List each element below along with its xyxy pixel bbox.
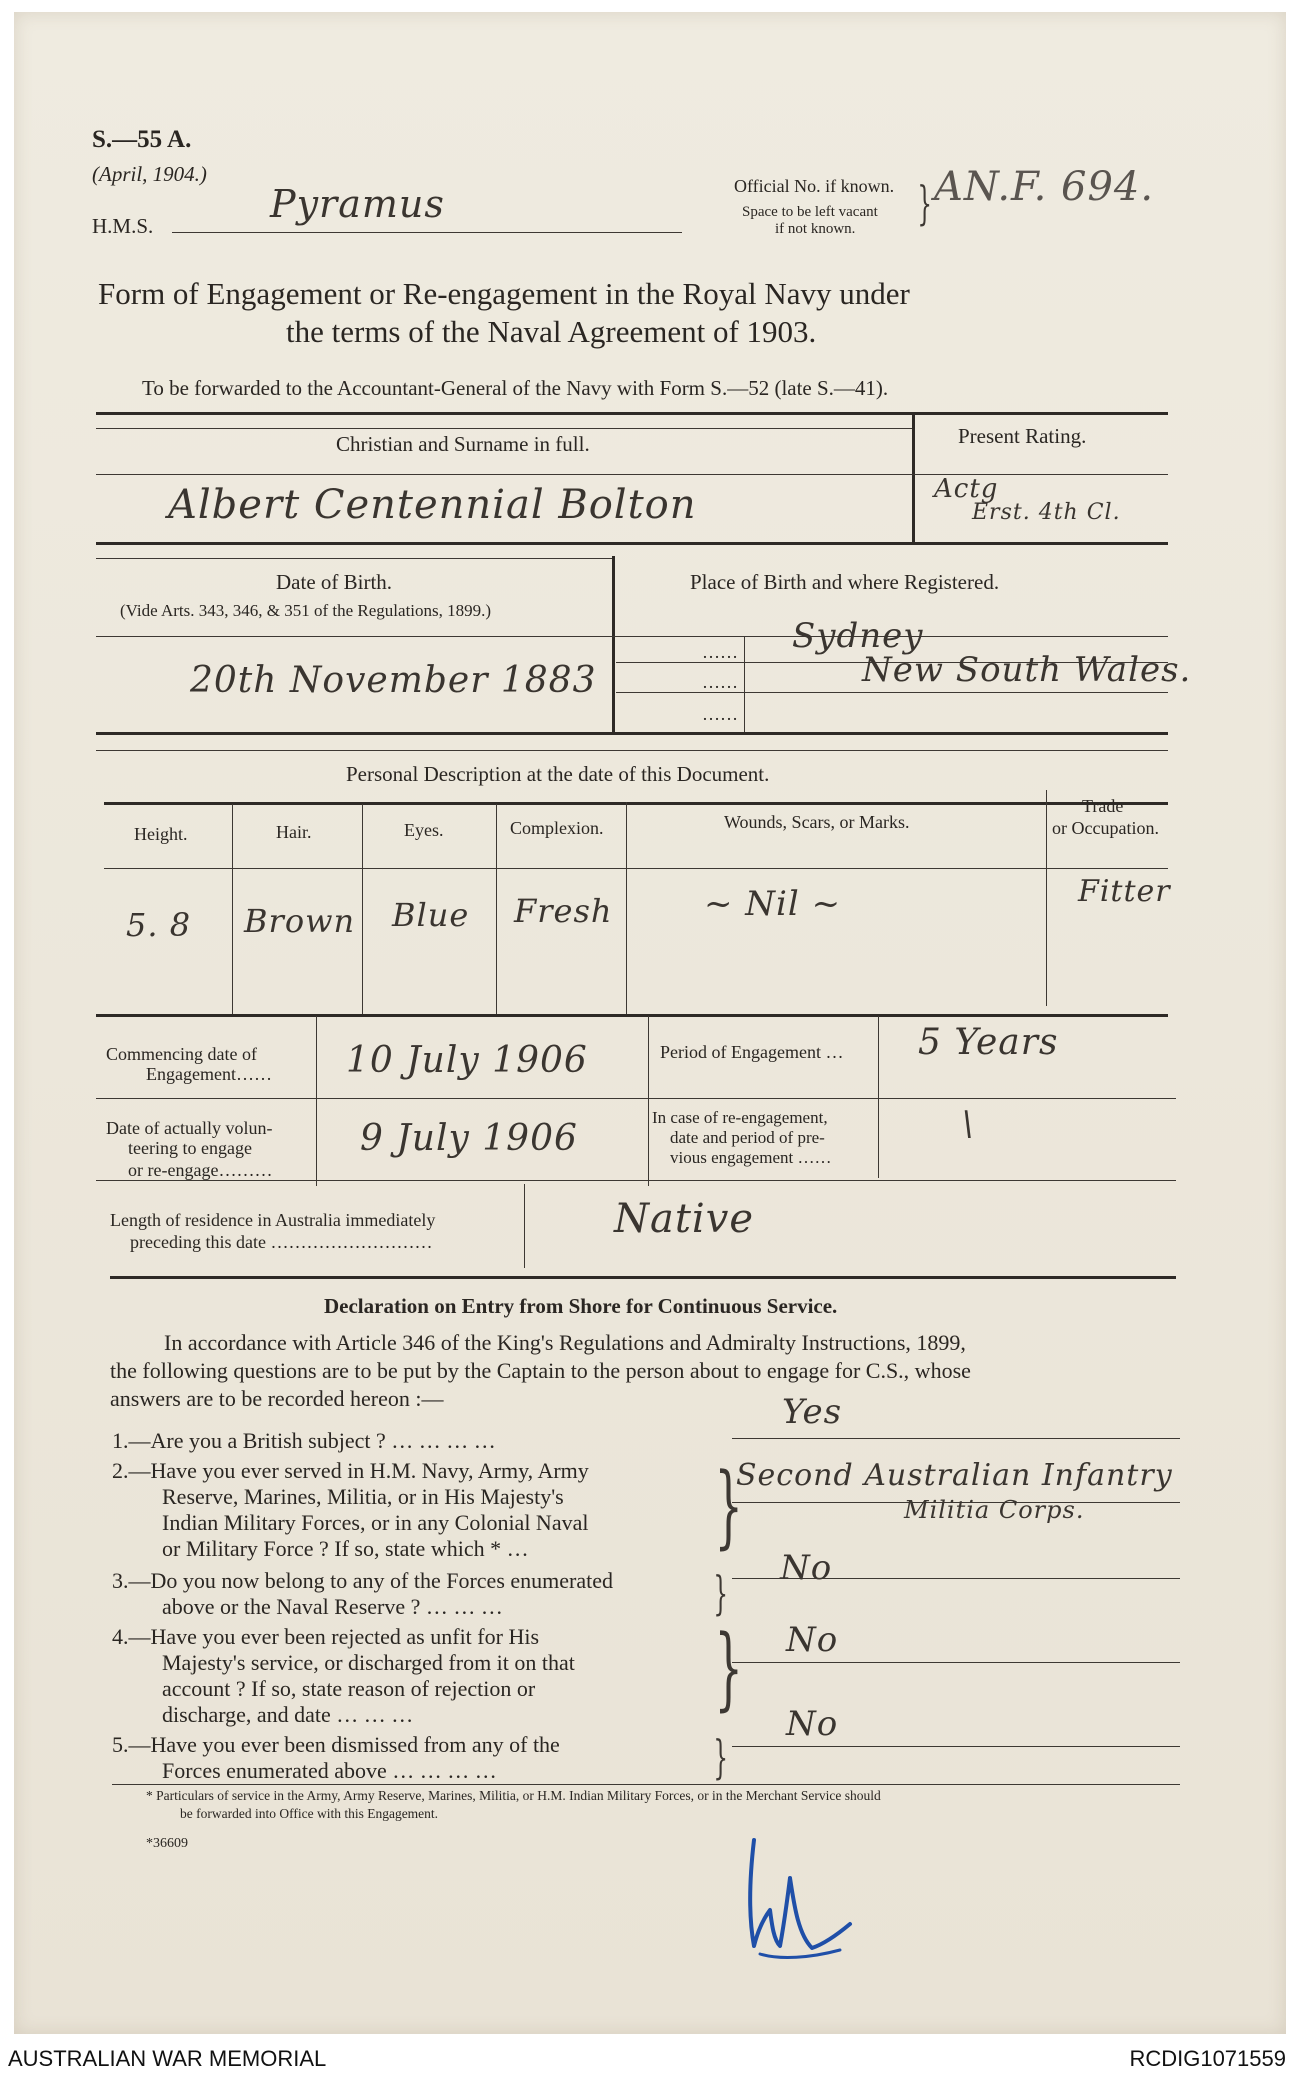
value-height: 5. 8 [126, 906, 192, 944]
place-value-1: Sydney [792, 616, 924, 656]
answer-1: Yes [782, 1392, 843, 1432]
reengage-label-2: date and period of pre- [670, 1128, 825, 1147]
brace: } [713, 1730, 728, 1784]
question-2-line-1: 2.—Have you ever served in H.M. Navy, Army, Army [112, 1458, 589, 1483]
question-3-line-2: above or the Naval Reserve ? … … … [162, 1594, 503, 1619]
rule [96, 732, 1168, 735]
header-wounds: Wounds, Scars, or Marks. [724, 812, 910, 832]
official-no-value: AN.F. 694. [934, 164, 1155, 210]
residence-label-1: Length of residence in Australia immediately [110, 1210, 436, 1230]
rule [96, 428, 914, 429]
answer-5: No [786, 1704, 839, 1744]
rule [912, 414, 915, 542]
rule [110, 1276, 1176, 1279]
official-no-label: Official No. if known. [734, 176, 895, 196]
actually-value: 9 July 1906 [360, 1118, 578, 1159]
footnote-line-1: * Particulars of service in the Army, Army Reserve, Marines, Militia, or H.M. Indian Military Forces, or in the Merchant Service should [146, 1788, 881, 1803]
form-title-line-1: Form of Engagement or Re-engagement in the Royal Navy under [98, 276, 910, 311]
rule [96, 558, 612, 559]
form-code: S.—55 A. [92, 126, 192, 153]
actually-label-3: or re-engage……… [128, 1160, 273, 1180]
actually-label-1: Date of actually volun- [106, 1118, 273, 1138]
rule [112, 1784, 1180, 1785]
declaration-heading: Declaration on Entry from Shore for Continuous Service. [324, 1294, 838, 1318]
header-hair: Hair. [276, 822, 312, 842]
rule [316, 1016, 317, 1186]
hms-value: Pyramus [270, 182, 445, 226]
hms-label: H.M.S. [92, 214, 154, 238]
question-4-line-2: Majesty's service, or discharged from it on that [162, 1650, 575, 1675]
question-3-line-1: 3.—Do you now belong to any of the Forces enumerated [112, 1568, 613, 1593]
question-5-line-1: 5.—Have you ever been dismissed from any of the [112, 1732, 560, 1757]
form-date: (April, 1904.) [92, 162, 207, 186]
reengage-value: \ [962, 1104, 975, 1144]
print-code: *36609 [146, 1836, 188, 1851]
commencing-label-1: Commencing date of [106, 1044, 257, 1064]
space-note-1: Space to be left vacant [742, 204, 878, 220]
hms-line [172, 232, 682, 233]
place-label: Place of Birth and where Registered. [690, 570, 1000, 594]
rule [878, 1016, 879, 1178]
rule [96, 474, 1168, 475]
space-note-2: if not known. [775, 221, 856, 237]
dob-value: 20th November 1883 [190, 660, 597, 701]
rule [648, 1016, 649, 1186]
form-title-line-2: the terms of the Naval Agreement of 1903. [286, 314, 817, 349]
footer-left: AUSTRALIAN WAR MEMORIAL [8, 2046, 327, 2071]
commencing-value: 10 July 1906 [346, 1040, 588, 1081]
forward-note: To be forwarded to the Accountant-General of the Navy with Form S.—52 (late S.—41). [142, 376, 889, 400]
rule [96, 542, 1168, 545]
name-label: Christian and Surname in full. [336, 432, 590, 456]
question-4-line-4: discharge, and date … … … [162, 1702, 414, 1727]
answer-4: No [786, 1620, 839, 1660]
answer-2-line-1: Second Australian Infantry [736, 1458, 1173, 1493]
place-value-2: New South Wales. [862, 650, 1192, 690]
rule [524, 1184, 525, 1268]
rule [1046, 790, 1047, 1006]
question-1: 1.—Are you a British subject ? … … … … [112, 1428, 496, 1453]
footer-right: RCDIG1071559 [1129, 2046, 1286, 2071]
question-2-line-3: Indian Military Forces, or in any Colonial Naval [162, 1510, 589, 1535]
rule [96, 1014, 1168, 1017]
brace: } [714, 1454, 743, 1559]
period-label: Period of Engagement … [660, 1042, 844, 1062]
rating-value-1: Actg [934, 474, 999, 504]
actually-label-2: teering to engage [128, 1138, 252, 1158]
rule [96, 1098, 1176, 1099]
value-eyes: Blue [392, 896, 470, 934]
rule [612, 556, 615, 734]
description-heading: Personal Description at the date of this Document. [346, 762, 770, 786]
dots: …… [702, 672, 738, 692]
dob-note: (Vide Arts. 343, 346, & 351 of the Regulations, 1899.) [120, 601, 492, 620]
rule [232, 804, 233, 1014]
brace: } [713, 1566, 728, 1620]
declaration-intro-3: answers are to be recorded hereon :— [110, 1386, 444, 1411]
rule [744, 636, 745, 732]
question-4-line-3: account ? If so, state reason of rejection or [162, 1676, 536, 1701]
header-occupation: or Occupation. [1052, 818, 1159, 838]
rating-value-2: Erst. 4th Cl. [972, 500, 1121, 525]
value-hair: Brown [244, 902, 356, 940]
initials-signature [740, 1834, 860, 1964]
dots: …… [702, 642, 738, 662]
header-eyes: Eyes. [404, 820, 444, 840]
residence-value: Native [614, 1196, 754, 1242]
brace: } [917, 176, 932, 230]
rule [732, 1746, 1180, 1747]
archive-footer [0, 2034, 1296, 2082]
declaration-intro-1: In accordance with Article 346 of the King's Regulations and Admiralty Instructions, 1899, [164, 1330, 966, 1355]
question-4-line-1: 4.—Have you ever been rejected as unfit for His [112, 1624, 540, 1649]
commencing-label-2: Engagement…… [146, 1064, 272, 1084]
reengage-label-1: In case of re-engagement, [652, 1108, 828, 1127]
rule [626, 802, 627, 1014]
question-2-line-2: Reserve, Marines, Militia, or in His Majesty's [162, 1484, 564, 1509]
rule [96, 750, 1168, 751]
rule [96, 636, 1168, 637]
rule [732, 1662, 1180, 1663]
brace: } [714, 1616, 743, 1721]
question-5-line-2: Forces enumerated above … … … … [162, 1758, 497, 1783]
answer-3: No [780, 1548, 833, 1588]
header-complexion: Complexion. [510, 818, 604, 838]
footnote-line-2: be forwarded into Office with this Engagement. [180, 1806, 439, 1821]
value-complexion: Fresh [514, 892, 613, 930]
period-value: 5 Years [918, 1022, 1059, 1063]
rule [96, 412, 1168, 415]
answer-2-line-2: Militia Corps. [904, 1496, 1085, 1524]
rule [96, 1180, 1176, 1181]
header-trade: Trade [1082, 796, 1124, 816]
question-2-line-4: or Military Force ? If so, state which * … [162, 1536, 529, 1561]
reengage-label-3: vious engagement …… [670, 1148, 832, 1167]
name-value: Albert Centennial Bolton [168, 482, 697, 528]
header-height: Height. [134, 824, 188, 844]
rule [496, 804, 497, 1014]
rule [732, 1438, 1180, 1439]
declaration-intro-2: the following questions are to be put by the Captain to the person about to engage for C.S., whose [110, 1358, 971, 1383]
rating-label: Present Rating. [958, 424, 1087, 448]
dots: …… [702, 704, 738, 724]
rule [362, 804, 363, 1014]
residence-label-2: preceding this date ……………………… [130, 1232, 433, 1252]
value-trade: Fitter [1078, 874, 1171, 909]
value-wounds: ~ Nil ~ [704, 884, 842, 924]
rule [104, 868, 1168, 869]
rule [104, 802, 1168, 805]
rule [616, 692, 1168, 693]
dob-label: Date of Birth. [276, 570, 393, 594]
